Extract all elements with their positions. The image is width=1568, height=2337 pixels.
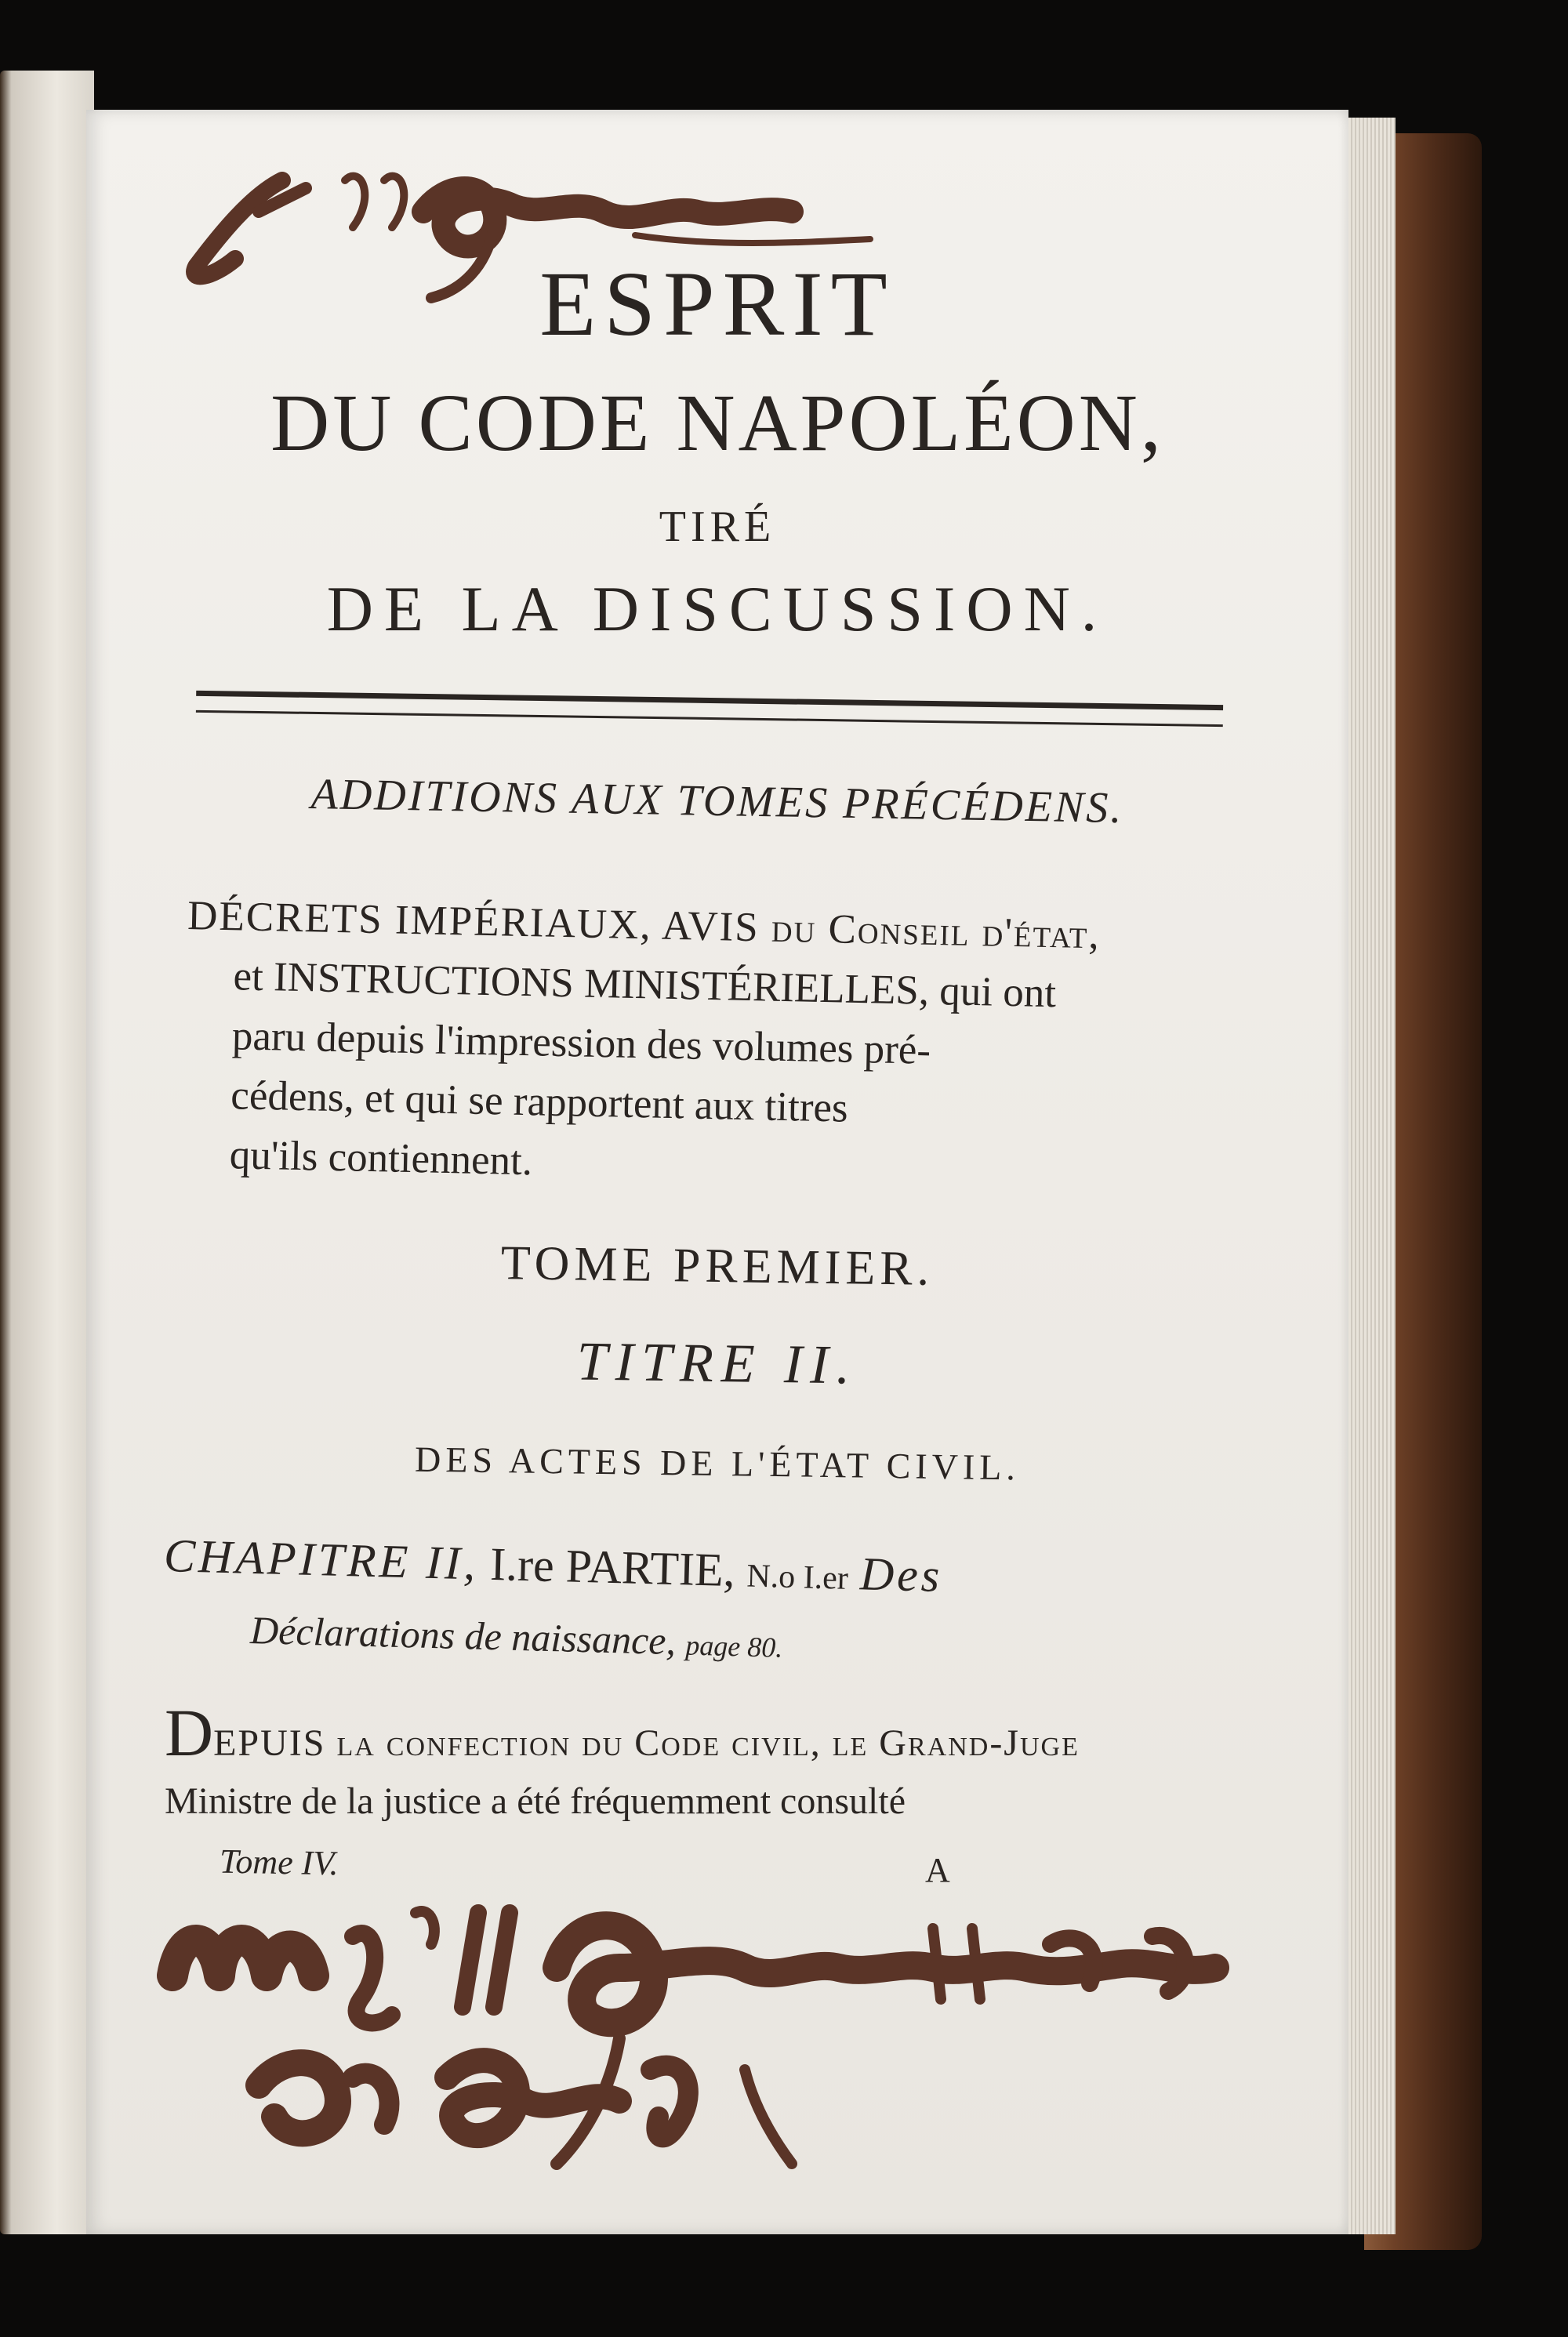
additions-heading: ADDITIONS AUX TOMES PRÉCÉDENS. xyxy=(310,769,1124,833)
declarations-text: Déclarations de naissance, xyxy=(249,1607,677,1664)
declarations-page: page 80. xyxy=(684,1629,783,1664)
book-page xyxy=(86,110,1348,2234)
decrets-line-4: cédens, et qui se rapportent aux titres xyxy=(230,1072,849,1131)
title-discussion: DE LA DISCUSSION. xyxy=(326,573,1109,644)
chapitre-numero: N.o I.er xyxy=(746,1558,849,1597)
double-rule-divider xyxy=(196,691,1223,727)
decrets-paragraph xyxy=(182,886,1231,1206)
handwritten-inscription-bottom xyxy=(149,1882,1325,2226)
drop-cap: D xyxy=(165,1695,214,1770)
actes-heading: DES ACTES DE L'ÉTAT CIVIL. xyxy=(414,1439,1021,1488)
body-line-2: Ministre de la justice a été fréquemment consulté xyxy=(165,1780,906,1822)
body-line-1 xyxy=(165,1695,1207,1773)
chapitre-des: Des xyxy=(859,1548,944,1602)
tome-premier-heading: TOME PREMIER. xyxy=(500,1236,935,1296)
title-esprit: ESPRIT xyxy=(539,252,895,355)
body-text xyxy=(165,1695,1207,1831)
left-page-edge xyxy=(0,71,94,2234)
footer-volume-label: Tome IV. xyxy=(219,1842,339,1883)
chapitre-line xyxy=(163,1529,943,1603)
declarations-line xyxy=(249,1607,783,1667)
title-tire: TIRÉ xyxy=(659,503,776,551)
chapitre-partie: I.re PARTIE, xyxy=(489,1537,736,1597)
decrets-line-3: paru depuis l'impression des volumes pré- xyxy=(231,1013,931,1073)
body-line-1-text: EPUIS la confection du Code civil, le Grand-Juge xyxy=(213,1722,1080,1764)
decrets-line-1: DÉCRETS IMPÉRIAUX, AVIS du Conseil d'état, xyxy=(187,892,1102,958)
decrets-line-5: qu'ils contiennent. xyxy=(229,1132,533,1185)
decrets-line-2: et INSTRUCTIONS MINISTÉRIELLES, qui ont xyxy=(232,953,1057,1017)
chapitre-label: CHAPITRE II, xyxy=(163,1529,480,1590)
title-code-napoleon: DU CODE NAPOLÉON, xyxy=(270,378,1164,468)
footer-signature-mark: A xyxy=(925,1851,950,1889)
titre-heading: TITRE II. xyxy=(576,1331,858,1396)
